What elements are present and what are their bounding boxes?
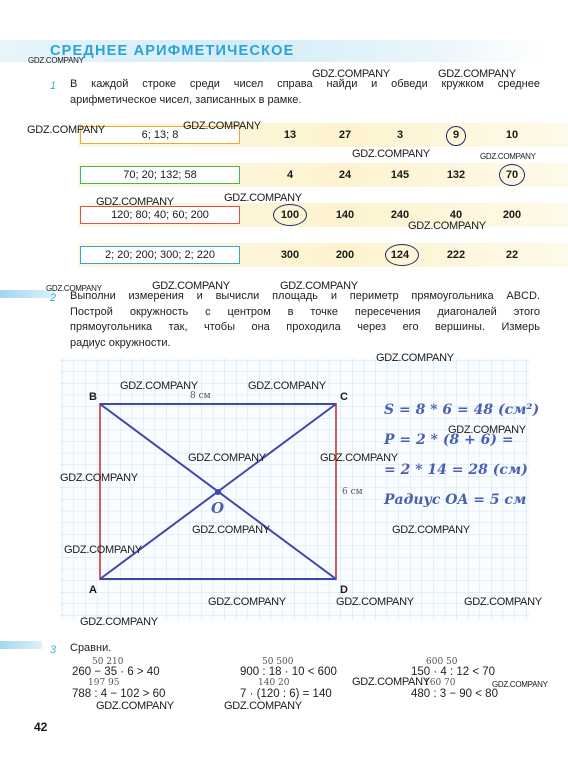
hint-numbers: 50 210 — [92, 657, 124, 667]
watermark: GDZ.COMPANY — [208, 596, 286, 608]
task-2-text — [70, 289, 540, 351]
candidate-number: 10 — [505, 129, 519, 141]
task-2-line: Построй окружность с центром в точке пересечения диагоналей этого — [70, 305, 540, 318]
solution-area: S = 8 * 6 = 48 (см²) — [384, 402, 540, 418]
vertex-label-a: A — [89, 584, 97, 596]
task-1-text — [70, 77, 540, 108]
watermark: GDZ.COMPANY — [492, 680, 548, 689]
comparison: 480 : 3 − 90 < 80 — [411, 688, 498, 700]
page-title: СРЕДНЕЕ АРИФМЕТИЧЕСКОЕ — [50, 43, 295, 59]
watermark: GDZ.COMPANY — [392, 524, 470, 536]
watermark: GDZ.COMPANY — [248, 380, 326, 392]
task-1-line: арифметическое чисел, записанных в рамке. — [70, 93, 302, 106]
candidate-number: 24 — [338, 169, 352, 181]
watermark: GDZ.COMPANY — [336, 596, 414, 608]
solution-perimeter-result: = 2 * 14 = 28 (см) — [384, 462, 528, 478]
watermark: GDZ.COMPANY — [64, 544, 142, 556]
candidate-number: 145 — [390, 169, 410, 181]
candidate-number: 3 — [396, 129, 404, 141]
watermark: GDZ.COMPANY — [96, 196, 174, 208]
watermark: GDZ.COMPANY — [96, 700, 174, 712]
width-label: 8 см — [190, 391, 211, 401]
watermark: GDZ.COMPANY — [224, 700, 302, 712]
candidate-number: 70 — [505, 169, 519, 181]
watermark: GDZ.COMPANY — [320, 452, 398, 464]
rectangle-abcd — [60, 358, 530, 620]
side-tab — [0, 641, 42, 649]
candidate-number: 240 — [390, 209, 410, 221]
number-frame: 6; 13; 8 — [80, 126, 240, 144]
comparison: 150 · 4 : 12 < 70 — [411, 666, 496, 678]
number-frame: 120; 80; 40; 60; 200 — [80, 206, 240, 224]
candidate-number: 200 — [502, 209, 522, 221]
candidate-number: 22 — [505, 249, 519, 261]
watermark: GDZ.COMPANY — [376, 352, 454, 364]
candidate-number: 40 — [449, 209, 463, 221]
task-2-line: прямоугольника так, чтобы она проходила через его вершины. Измерь — [70, 321, 540, 333]
watermark: GDZ.COMPANY — [224, 192, 302, 204]
watermark: GDZ.COMPANY — [27, 124, 105, 136]
task-3-number: 3 — [50, 644, 57, 656]
watermark: GDZ.COMPANY — [183, 120, 261, 132]
watermark: GDZ.COMPANY — [80, 616, 158, 628]
watermark: GDZ.COMPANY — [352, 676, 430, 688]
hint-numbers: 600 50 — [426, 657, 458, 667]
task-3-label: Сравни. — [70, 642, 112, 654]
watermark: GDZ.COMPANY — [120, 380, 198, 392]
watermark: GDZ.COMPANY — [408, 220, 486, 232]
hint-numbers: 160 70 — [424, 678, 456, 688]
watermark: GDZ.COMPANY — [46, 284, 102, 293]
watermark: GDZ.COMPANY — [152, 280, 230, 292]
watermark: GDZ.COMPANY — [464, 596, 542, 608]
watermark: GDZ.COMPANY — [352, 148, 430, 160]
answer-circle — [446, 126, 466, 146]
answer-circle — [499, 164, 525, 186]
task-2-number: 2 — [50, 292, 57, 304]
hint-numbers: 140 20 — [258, 678, 290, 688]
comparison: 260 − 35 · 6 > 40 — [72, 666, 160, 678]
answer-circle — [385, 244, 419, 266]
number-frame: 70; 20; 132; 58 — [80, 166, 240, 184]
center-label-o: O — [211, 499, 225, 517]
page-number: 42 — [34, 720, 48, 734]
watermark: GDZ.COMPANY — [312, 68, 390, 80]
watermark: GDZ.COMPANY — [280, 280, 358, 292]
comparison: 7 · (120 : 6) = 140 — [240, 688, 332, 700]
comparison: 900 : 18 · 10 < 600 — [240, 666, 337, 678]
watermark: GDZ.COMPANY — [192, 524, 270, 536]
watermark: GDZ.COMPANY — [438, 68, 516, 80]
watermark: GDZ.COMPANY — [60, 472, 138, 484]
candidate-number: 200 — [335, 249, 355, 261]
solution-perimeter: P = 2 * (8 + 6) = — [384, 432, 514, 448]
center-point — [215, 489, 221, 495]
candidate-number: 4 — [286, 169, 294, 181]
task-2-line: Выполни измерения и вычисли площадь и периметр прямоугольника ABCD. — [70, 290, 540, 302]
candidate-number: 222 — [446, 249, 466, 261]
candidate-number: 124 — [390, 249, 410, 261]
candidate-number: 13 — [283, 129, 297, 141]
candidate-number: 300 — [280, 249, 300, 261]
comparison: 788 : 4 − 102 > 60 — [72, 688, 166, 700]
hint-numbers: 197 95 — [88, 678, 120, 688]
watermark: GDZ.COMPANY — [448, 424, 526, 436]
task-1-number: 1 — [50, 80, 57, 92]
watermark: GDZ.COMPANY — [28, 56, 84, 65]
task-1-line: В каждой строке среди чисел справа найди и обведи кружком среднее — [70, 78, 540, 90]
vertex-label-c: C — [340, 391, 348, 403]
number-frame: 2; 20; 200; 300; 2; 220 — [80, 246, 240, 264]
hint-numbers: 50 500 — [262, 657, 294, 667]
candidate-number: 27 — [338, 129, 352, 141]
candidate-number: 140 — [335, 209, 355, 221]
task-2-line: радиус окружности. — [70, 336, 171, 349]
vertex-label-b: B — [89, 391, 97, 403]
candidate-number: 100 — [280, 209, 300, 221]
candidate-number: 9 — [452, 129, 460, 141]
candidate-number: 132 — [446, 169, 466, 181]
vertex-label-d: D — [340, 584, 348, 596]
watermark: GDZ.COMPANY — [188, 452, 266, 464]
watermark: GDZ.COMPANY — [480, 152, 536, 161]
answer-circle — [273, 204, 307, 226]
height-label: 6 см — [342, 487, 363, 497]
solution-radius: Радиус OA = 5 см — [384, 492, 527, 508]
